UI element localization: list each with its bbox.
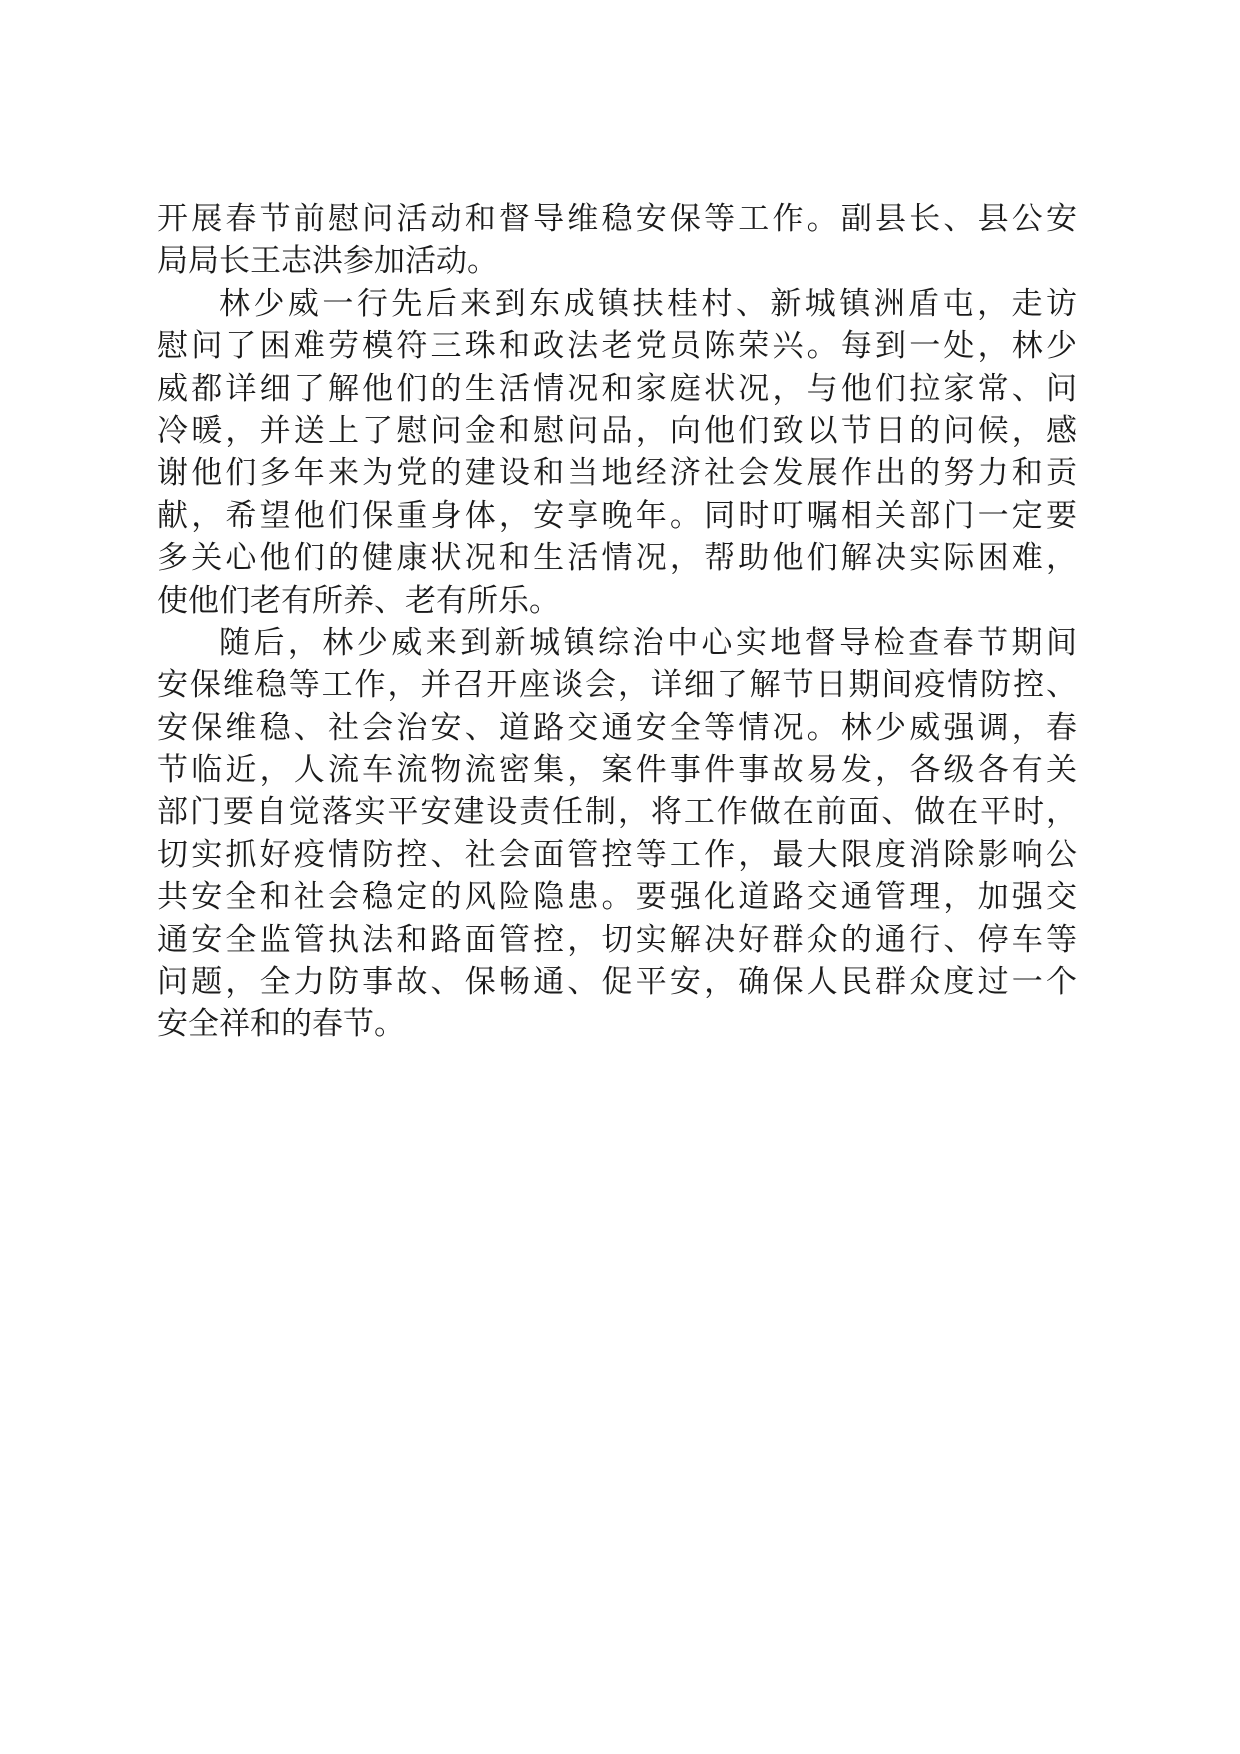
- paragraph-3-line-3: 安保维稳、社会治安、道路交通安全等情况。林少威强调，春: [157, 709, 1077, 746]
- paragraph-2-line-7: 多关心他们的健康状况和生活情况，帮助他们解决实际困难，: [157, 540, 1077, 577]
- paragraph-2-line-6: 献，希望他们保重身体，安享晚年。同时叮嘱相关部门一定要: [157, 497, 1077, 534]
- paragraph-3-line-1: 随后，林少威来到新城镇综治中心实地督导检查春节期间: [219, 624, 1077, 661]
- paragraph-2-line-5: 谢他们多年来为党的建设和当地经济社会发展作出的努力和贡: [157, 455, 1077, 492]
- paragraph-3-line-2: 安保维稳等工作，并召开座谈会，详细了解节日期间疫情防控、: [157, 667, 1077, 704]
- body-text: [157, 198, 1077, 1046]
- paragraph-3-line-6: 切实抓好疫情防控、社会面管控等工作，最大限度消除影响公: [157, 836, 1077, 873]
- paragraph-3-line-10: 安全祥和的春节。: [157, 1006, 405, 1043]
- paragraph-2-line-8: 使他们老有所养、老有所乐。: [157, 582, 560, 619]
- paragraph-2-line-4: 冷暖，并送上了慰问金和慰问品，向他们致以节日的问候，感: [157, 412, 1077, 449]
- paragraph-3-line-9: 问题，全力防事故、保畅通、促平安，确保人民群众度过一个: [157, 964, 1077, 1001]
- paragraph-3-line-5: 部门要自觉落实平安建设责任制，将工作做在前面、做在平时，: [157, 794, 1077, 831]
- paragraph-3-line-7: 共安全和社会稳定的风险隐患。要强化道路交通管理，加强交: [157, 879, 1077, 916]
- paragraph-2-line-3: 威都详细了解他们的生活情况和家庭状况，与他们拉家常、问: [157, 370, 1077, 407]
- paragraph-2-line-1: 林少威一行先后来到东成镇扶桂村、新城镇洲盾屯，走访: [219, 285, 1077, 322]
- paragraph-2-line-2: 慰问了困难劳模符三珠和政法老党员陈荣兴。每到一处，林少: [157, 328, 1077, 365]
- paragraph-1-line-1: 开展春节前慰问活动和督导维稳安保等工作。副县长、县公安: [157, 201, 1077, 237]
- paragraph-3-line-8: 通安全监管执法和路面管控，切实解决好群众的通行、停车等: [157, 921, 1077, 958]
- paragraph-3-line-4: 节临近，人流车流物流密集，案件事件事故易发，各级各有关: [157, 752, 1077, 789]
- paragraph-1-line-2: 局局长王志洪参加活动。: [157, 243, 498, 280]
